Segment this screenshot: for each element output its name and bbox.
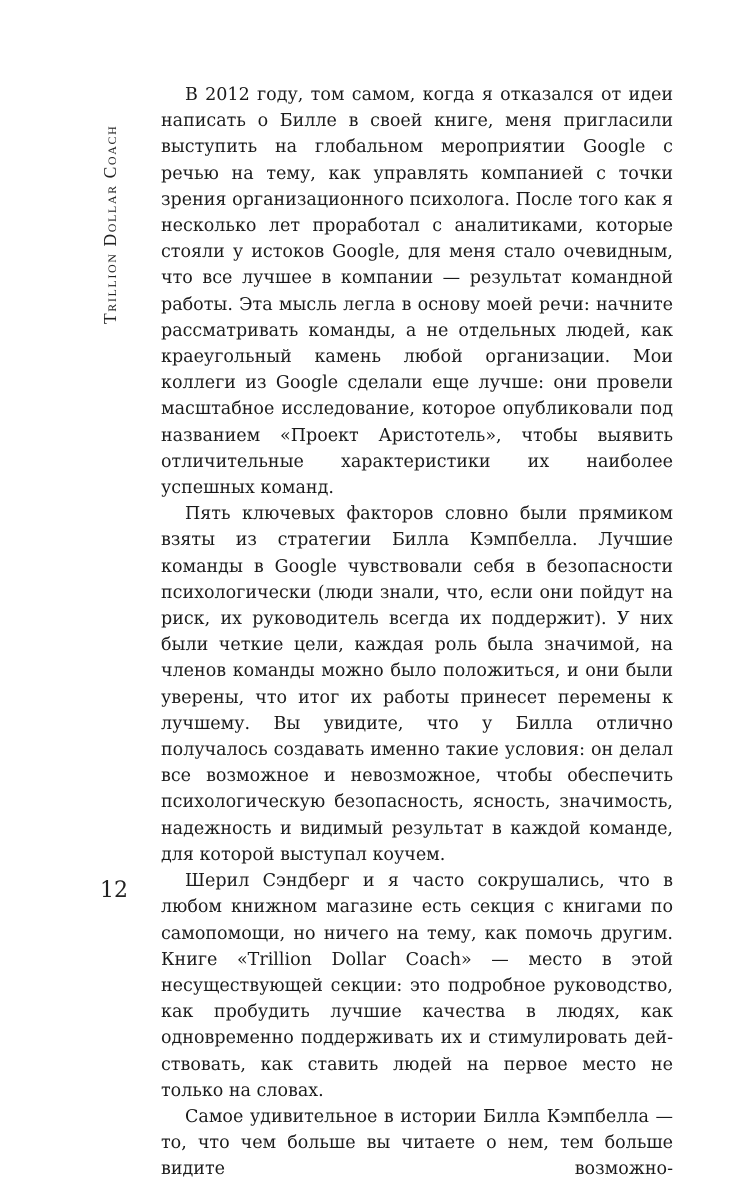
page-number: 12 bbox=[100, 878, 128, 903]
body-text bbox=[161, 82, 673, 1183]
paragraph-4: Самое удивительное в истории Билла Кэмпбелла — то, что чем больше вы читаете о нем, тем больше видите возможно- bbox=[161, 1106, 673, 1180]
paragraph-2: Пять ключевых факторов словно были прямиком взяты из стратегии Билла Кэмпбелла. Лучшие команды в Google чувствовали себя в безопасности психологически (люди знали, что, если они пойдут на риск, их руководитель всегда их поддержит). У них были четкие цели, каждая роль была значимой, на членов команды можно было положиться, и они были уверены, что итог их работы принесет перемены к лучшему. Вы увидите, что у Билла отлично получалось создавать именно такие условия: он делал все возможное и невозможное, чтобы обеспечить психологическую безопасность, ясность, значимость, надежность и видимый результат в каждой команде, для которой выступал коучем. bbox=[161, 504, 673, 865]
paragraph-3: Шерил Сэндберг и я часто сокрушались, что в любом книжном магазине есть секция с книгами по самопомощи, но ничего на тему, как помочь другим. Книге «Trillion Dollar Coach» — место в этой несуществующей секции: это подробное руководство, как пробудить лучшие качества в людях, как одновременно поддерживать их и стимулировать действовать, как ставить людей на первое место не только на словах. bbox=[161, 871, 673, 1101]
paragraph-1: В 2012 году, том самом, когда я отказался от идеи написать о Билле в своей книге, меня пригласили выступить на глобальном мероприятии Google с речью на тему, как управлять компанией с точки зрения организационного психолога. После того как я несколько лет проработал с аналитиками, которые стояли у истоков Google, для меня стало очевидным, что все лучшее в компании — результат командной работы. Эта мысль легла в основу моей речи: начните рассматривать команды, а не отдельных людей, как краеугольный камень любой организации. Мои коллеги из Google сделали еще лучше: они провели масштабное исследование, которое опубликовали под названием «Проект Аристотель», чтобы выявить отличительные характеристики их наиболее успешных команд. bbox=[161, 85, 673, 499]
running-head: Trillion Dollar Coach bbox=[100, 124, 120, 324]
